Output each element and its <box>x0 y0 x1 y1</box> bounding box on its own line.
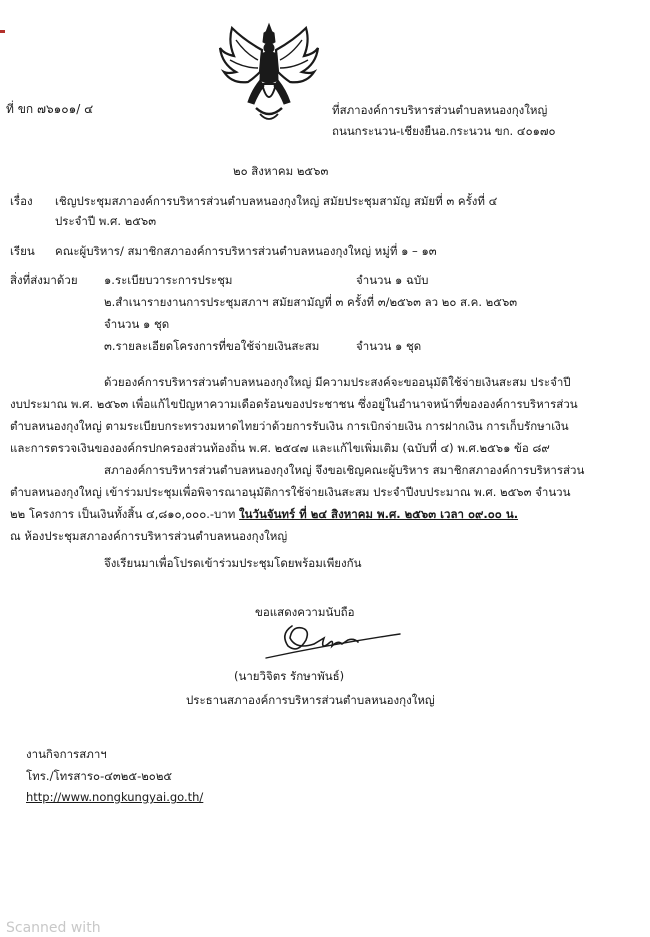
handwritten-signature-icon <box>262 614 402 664</box>
org-address-line1: ที่สภาองค์การบริหารส่วนตำบลหนองกุงใหญ่ <box>332 103 548 117</box>
org-address-line2: ถนนกระนวน-เชียงยืนอ.กระนวน ขก. ๔๐๑๗๐ <box>332 124 556 138</box>
document-date: ๒๐ สิงหาคม ๒๕๖๓ <box>233 164 329 178</box>
signer-name: (นายวิจิตร รักษาพันธ์) <box>234 669 345 683</box>
body-closing-request: จึงเรียนมาเพื่อโปรดเข้าร่วมประชุมโดยพร้อมเพียงกัน <box>104 556 362 570</box>
website-link[interactable]: http://www.nongkungyai.go.th/ <box>26 790 204 804</box>
body-p2-line2: ตำบลหนองกุงใหญ่ เข้าร่วมประชุมเพื่อพิจารณาอนุมัติการใช้จ่ายเงินสะสม ประจำปีงบประมาณ พ.ศ. ๒๕๖๓ จำนวน <box>10 485 571 499</box>
body-p1-line4: และการตรวจเงินขององค์กรปกครองส่วนท้องถิ่น พ.ศ. ๒๕๔๗ และแก้ไขเพิ่มเติม (ฉบับที่ ๔) พ.ศ.๒๕๖๑ ข้อ ๘๙ <box>10 441 550 455</box>
footer-department: งานกิจการสภาฯ <box>26 747 107 761</box>
enclosures-label: สิ่งที่ส่งมาด้วย <box>10 273 78 287</box>
closing-salutation: ขอแสดงความนับถือ <box>255 605 355 619</box>
document-number: ที่ ขก ๗๖๑๐๑/ ๔ <box>6 102 94 116</box>
scan-edge-mark <box>0 30 5 33</box>
enclosure-item-3: ๓.รายละเอียดโครงการที่ขอใช้จ่ายเงินสะสม <box>104 339 320 353</box>
footer-phone: โทร./โทรสาร๐-๔๓๒๕-๒๐๒๕ <box>26 769 173 783</box>
meeting-datetime: ในวันจันทร์ ที่ ๒๔ สิงหาคม พ.ศ. ๒๕๖๓ เวลา ๐๙.๐๐ น. <box>239 507 519 521</box>
body-p1-line3: ตำบลหนองกุงใหญ่ ตามระเบียบกระทรวงมหาดไทยว่าด้วยการรับเงิน การเบิกจ่ายเงิน การฝากเงิน การเก็บรักษาเงิน <box>10 419 569 433</box>
subject-line1: เชิญประชุมสภาองค์การบริหารส่วนตำบลหนองกุงใหญ่ สมัยประชุมสามัญ สมัยที่ ๓ ครั้งที่ ๔ <box>55 194 498 208</box>
signer-title: ประธานสภาองค์การบริหารส่วนตำบลหนองกุงใหญ่ <box>186 693 435 707</box>
enclosure-item-1: ๑.ระเบียบวาระการประชุม <box>104 273 233 287</box>
body-p1-line1: ด้วยองค์การบริหารส่วนตำบลหนองกุงใหญ่ มีความประสงค์จะขออนุมัติใช้จ่ายเงินสะสม ประจำปี <box>104 375 571 389</box>
body-p2-line4: ณ ห้องประชุมสภาองค์การบริหารส่วนตำบลหนองกุงใหญ่ <box>10 529 288 543</box>
to-label: เรียน <box>10 244 35 258</box>
body-p2-line3-amount: ๒๒ โครงการ เป็นเงินทั้งสิ้น ๔,๘๑๐,๐๐๐.-บาท <box>10 507 240 521</box>
garuda-emblem-icon <box>214 20 324 125</box>
enclosure-item-2: ๒.สำเนารายงานการประชุมสภาฯ สมัยสามัญที่ ๓ ครั้งที่ ๓/๒๕๖๓ ลว ๒๐ ส.ค. ๒๕๖๓ <box>104 295 518 309</box>
subject-label: เรื่อง <box>10 194 33 208</box>
enclosure-item-2-qty: จำนวน ๑ ชุด <box>104 317 170 331</box>
body-p1-line2: งบประมาณ พ.ศ. ๒๕๖๓ เพื่อแก้ไขปัญหาความเดือดร้อนของประชาชน ซึ่งอยู่ในอำนาจหน้าที่ขององค์การบริหารส่วน <box>10 397 578 411</box>
body-p2-line3 <box>10 506 518 524</box>
to-recipients: คณะผู้บริหาร/ สมาชิกสภาองค์การบริหารส่วนตำบลหนองกุงใหญ่ หมู่ที่ ๑ – ๑๓ <box>55 244 437 258</box>
enclosure-item-1-qty: จำนวน ๑ ฉบับ <box>356 273 429 287</box>
enclosure-item-3-qty: จำนวน ๑ ชุด <box>356 339 422 353</box>
body-p2-line1: สภาองค์การบริหารส่วนตำบลหนองกุงใหญ่ จึงขอเชิญคณะผู้บริหาร สมาชิกสภาองค์การบริหารส่วน <box>104 463 585 477</box>
scanner-watermark: Scanned with <box>6 920 101 936</box>
subject-line2: ประจำปี พ.ศ. ๒๕๖๓ <box>55 214 157 228</box>
